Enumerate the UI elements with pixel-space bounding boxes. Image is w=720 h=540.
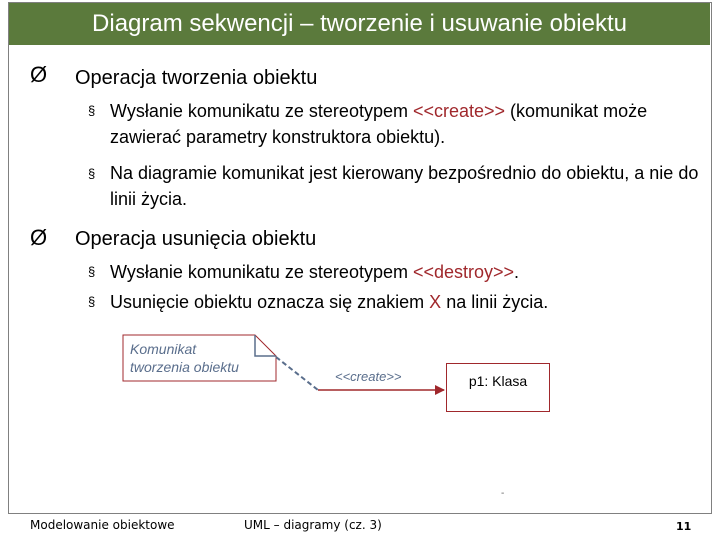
object-label: p1: Klasa bbox=[468, 373, 528, 389]
footer-course: Modelowanie obiektowe bbox=[30, 518, 175, 532]
sub-bullet-directed-to-object: Na diagramie komunikat jest kierowany bezpośrednio do obiektu, a nie do linii życia. bbox=[110, 163, 699, 209]
sub-bullet-marker: § bbox=[88, 294, 96, 309]
note-anchor-line bbox=[276, 357, 318, 390]
note-text: Komunikat tworzenia obiektu bbox=[130, 341, 239, 375]
sub-bullet-marker: § bbox=[88, 166, 96, 181]
sub-bullet-x-marker: Usunięcie obiektu oznacza się znakiem X na linii życia. bbox=[110, 292, 549, 312]
bullet-marker: Ø bbox=[30, 62, 48, 87]
footer-topic: UML – diagramy (cz. 3) bbox=[244, 518, 382, 532]
x-symbol-highlight: X bbox=[429, 292, 442, 312]
bullet-deletion: Operacja usunięcia obiektu bbox=[75, 228, 317, 250]
bullet-creation: Operacja tworzenia obiektu bbox=[75, 67, 318, 89]
sub-bullet-marker: § bbox=[88, 103, 96, 118]
create-stereotype-highlight: <<create>> bbox=[412, 101, 506, 121]
destroy-stereotype-highlight: <<destroy>> bbox=[412, 262, 515, 282]
slide-title: Diagram sekwencji – tworzenie i usuwanie obiektu bbox=[92, 10, 627, 37]
tick-mark: - bbox=[501, 488, 505, 499]
sub-bullet-marker: § bbox=[88, 264, 96, 279]
sub-bullet-destroy-stereotype: Wysłanie komunikatu ze stereotypem <<destroy>>. bbox=[110, 262, 520, 282]
page-number: 11 bbox=[676, 520, 692, 533]
bullet-marker: Ø bbox=[30, 225, 48, 250]
sub-bullet-create-stereotype: Wysłanie komunikatu ze stereotypem <<create>> (komunikat może zawierać parametry konstruktora obiektu). bbox=[110, 101, 648, 147]
create-message-label: <<create>> bbox=[335, 369, 402, 384]
